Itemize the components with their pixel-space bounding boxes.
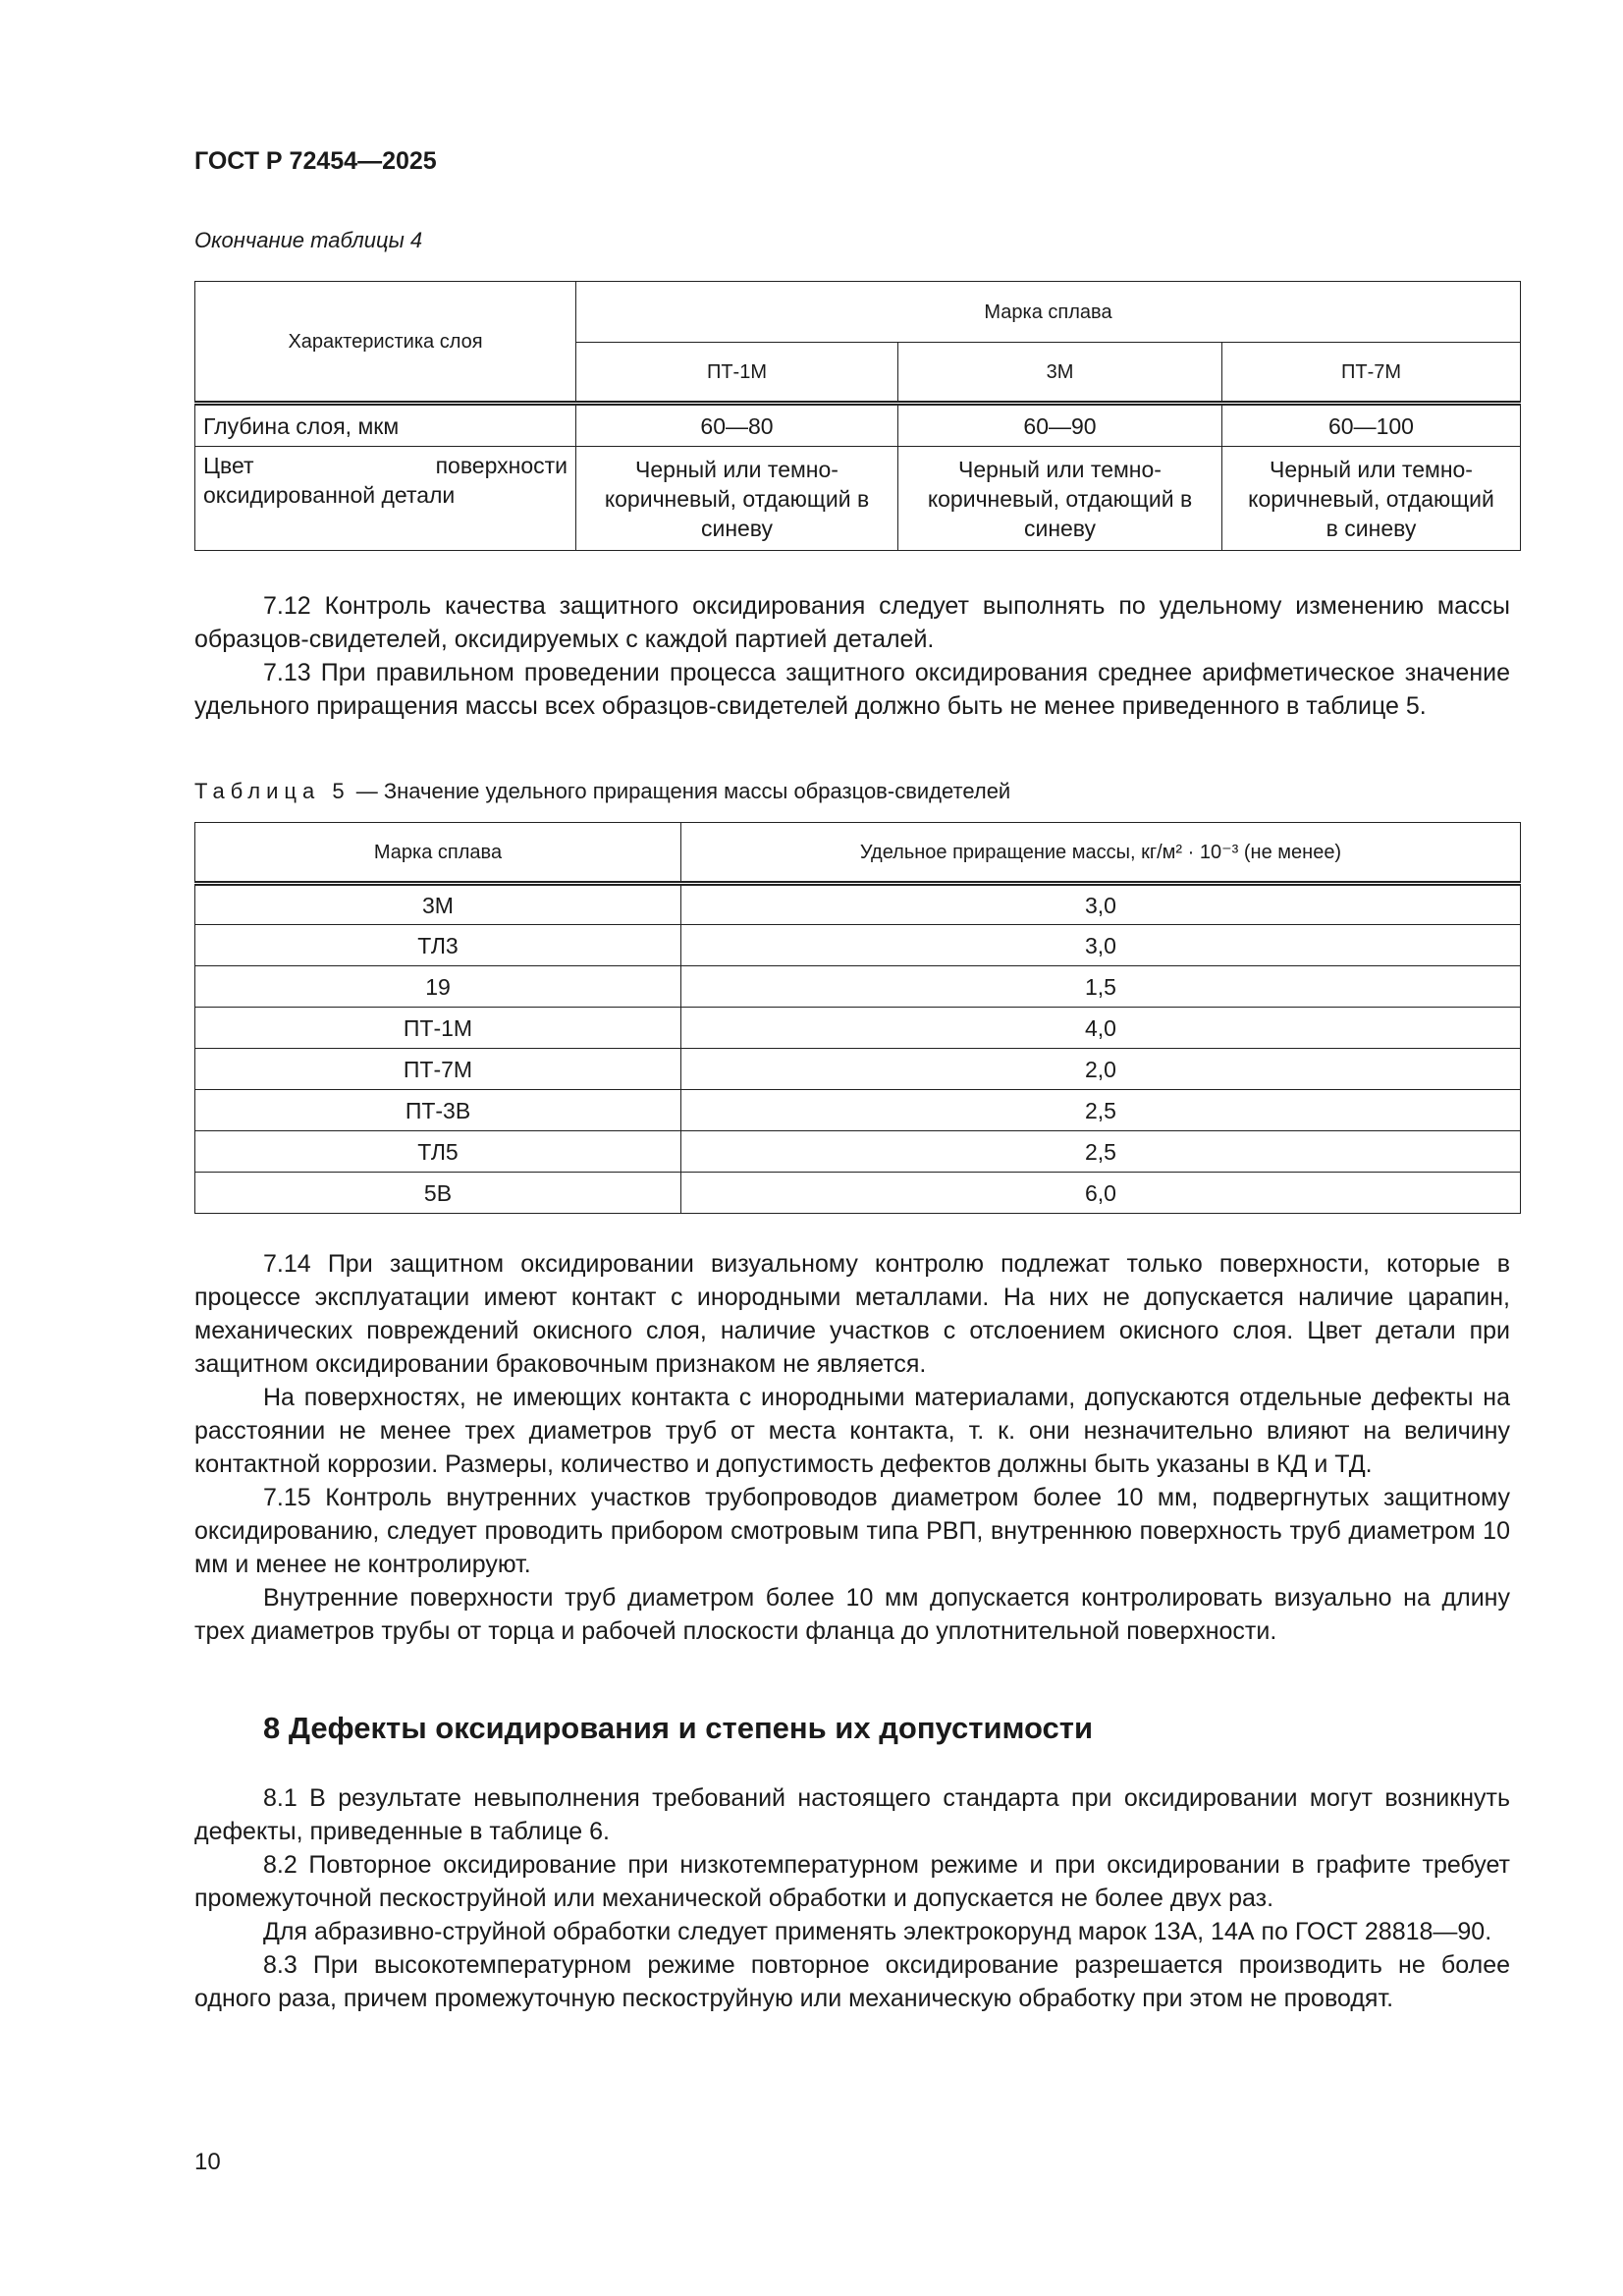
table4-row-label-part: поверхности <box>435 453 568 478</box>
table4-row-label <box>195 447 576 551</box>
table4-header-grade-group: Марка сплава <box>576 282 1521 343</box>
paragraph: На поверхностях, не имеющих контакта с инородными материалами, допускаются отдельные дефекты на расстоянии не менее трех диаметров труб от места контакта, т. к. они незначительно влияют на величину контактной коррозии. Размеры, количество и допустимость дефектов должны быть указаны в КД и ТД. <box>194 1384 1510 1478</box>
table5-grade: ПТ-3В <box>195 1090 681 1131</box>
table5-caption-label: Таблица 5 <box>194 779 351 803</box>
paragraph: Для абразивно-струйной обработки следует применять электрокорунд марок 13А, 14А по ГОСТ 28818—90. <box>263 1918 1492 1945</box>
paragraph: Внутренние поверхности труб диаметром более 10 мм допускается контролировать визуально на длину трех диаметров трубы от торца и рабочей плоскости фланца до уплотнительной поверхности. <box>194 1584 1510 1645</box>
table4-row-label: Глубина слоя, мкм <box>195 404 576 447</box>
paragraphs-7-14-7-15 <box>194 1247 1510 1648</box>
table4-cell: 60—80 <box>576 404 898 447</box>
table5-value: 3,0 <box>681 925 1521 966</box>
table4 <box>194 281 1521 551</box>
table4-cell: Черный или темно-коричневый, отдающий в синеву <box>576 447 898 551</box>
table4-row-label-part: оксидированной детали <box>203 482 456 508</box>
table5-value: 2,5 <box>681 1131 1521 1173</box>
section-8-title: 8 Дефекты оксидирования и степень их допустимости <box>263 1711 1094 1745</box>
table4-header-col: ПТ-7М <box>1222 343 1521 404</box>
table4-row-label-part: Цвет <box>203 453 254 478</box>
paragraph: 7.13 При правильном проведении процесса защитного оксидирования среднее арифметическое значение удельного приращения массы всех образцов-свидетелей должно быть не менее приведенного в таблице 5. <box>194 659 1510 720</box>
table5-grade: 3М <box>195 884 681 925</box>
table4-continuation-caption: Окончание таблицы 4 <box>194 228 423 252</box>
paragraph: 8.3 При высокотемпературном режиме повторное оксидирование разрешается производить не более одного раза, причем промежуточную пескоструйную или механическую обработку при этом не проводят. <box>194 1951 1510 2012</box>
paragraph: 8.1 В результате невыполнения требований настоящего стандарта при оксидировании могут возникнуть дефекты, приведенные в таблице 6. <box>194 1784 1510 1845</box>
table5-value: 2,5 <box>681 1090 1521 1131</box>
document-code: ГОСТ Р 72454—2025 <box>194 147 437 175</box>
table4-cell: Черный или темно-коричневый, отдающий в синеву <box>898 447 1222 551</box>
table5-grade: 5В <box>195 1173 681 1214</box>
section-8-paragraphs <box>194 1781 1510 2015</box>
table5-grade: ПТ-7М <box>195 1049 681 1090</box>
table4-header-characteristic: Характеристика слоя <box>195 282 576 404</box>
table5-caption-text: — Значение удельного приращения массы образцов-свидетелей <box>355 779 1011 803</box>
table5-value: 3,0 <box>681 884 1521 925</box>
paragraph: 8.2 Повторное оксидирование при низкотемпературном режиме и при оксидировании в графите требует промежуточной пескоструйной или механической обработки и допускается не более двух раз. <box>194 1851 1510 1912</box>
paragraphs-7-12-7-13 <box>194 589 1510 723</box>
table5-value: 2,0 <box>681 1049 1521 1090</box>
paragraph: 7.15 Контроль внутренних участков трубопроводов диаметром более 10 мм, подвергнутых защитному оксидированию, следует проводить прибором смотровым типа РВП, внутреннюю поверхность труб диаметром 10 мм и менее не контролируют. <box>194 1484 1510 1578</box>
paragraph: 7.14 При защитном оксидировании визуальному контролю подлежат только поверхности, которые в процессе эксплуатации имеют контакт с инородными металлами. На них не допускается наличие царапин, механических повреждений окисного слоя, наличие участков с отслоением окисного слоя. Цвет детали при защитном оксидировании браковочным признаком не является. <box>194 1250 1510 1378</box>
table4-header-col: 3М <box>898 343 1222 404</box>
table4-cell: 60—90 <box>898 404 1222 447</box>
table4-cell: Черный или темно-коричневый, отдающий в синеву <box>1222 447 1521 551</box>
table5-header-value: Удельное приращение массы, кг/м² · 10⁻³ (не менее) <box>681 823 1521 884</box>
table5-value: 4,0 <box>681 1008 1521 1049</box>
table5-grade: ТЛ3 <box>195 925 681 966</box>
table4-header-col: ПТ-1М <box>576 343 898 404</box>
table5-value: 1,5 <box>681 966 1521 1008</box>
table5-grade: ТЛ5 <box>195 1131 681 1173</box>
table4-cell: 60—100 <box>1222 404 1521 447</box>
table5-grade: ПТ-1М <box>195 1008 681 1049</box>
table5-header-grade: Марка сплава <box>195 823 681 884</box>
table5-grade: 19 <box>195 966 681 1008</box>
table5-caption <box>194 779 1010 804</box>
page-number: 10 <box>194 2149 221 2175</box>
paragraph: 7.12 Контроль качества защитного оксидирования следует выполнять по удельному изменению массы образцов-свидетелей, оксидируемых с каждой партией деталей. <box>194 592 1510 653</box>
table5-value: 6,0 <box>681 1173 1521 1214</box>
table5 <box>194 822 1521 1214</box>
